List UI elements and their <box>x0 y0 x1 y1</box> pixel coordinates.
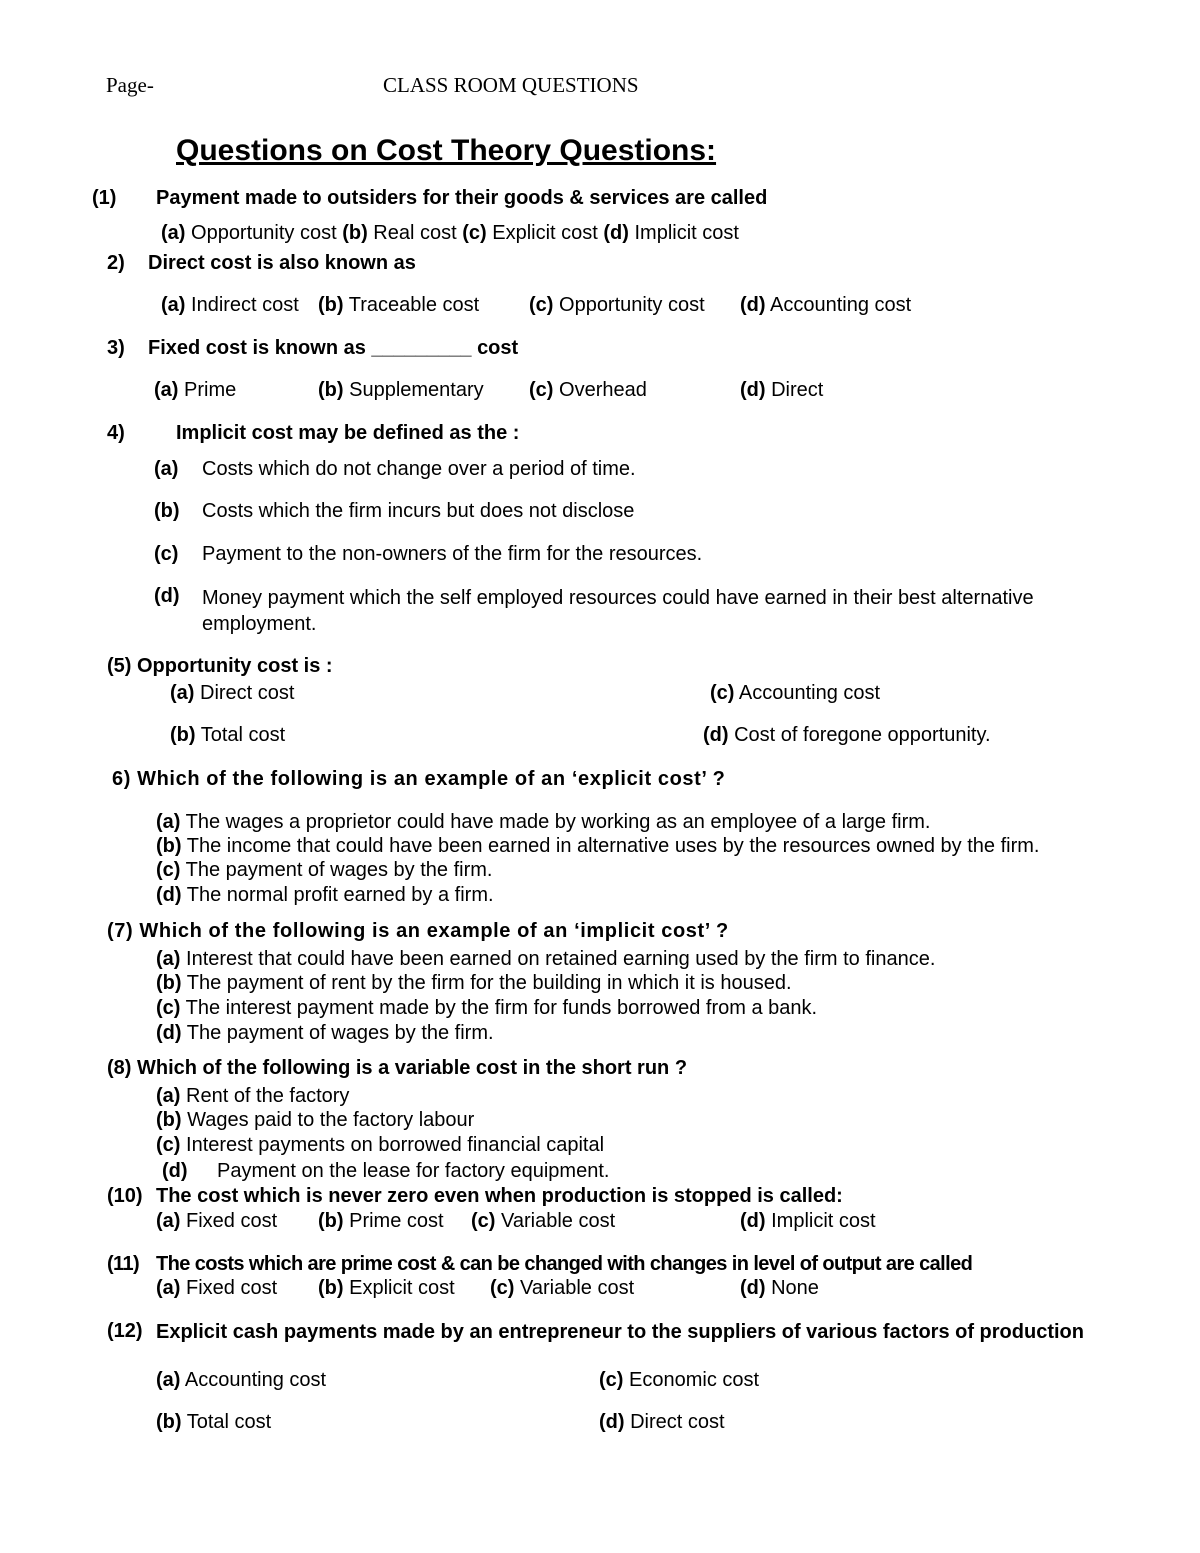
q8-a-label: (a) <box>156 1085 181 1107</box>
q5-c-text: Accounting cost <box>734 682 881 704</box>
q7-b-text: The payment of rent by the firm for the building in which it is housed. <box>181 972 792 994</box>
q4-b-label <box>154 500 180 523</box>
q3-d-text: Direct <box>765 379 824 401</box>
q6-d-text: The normal profit earned by a firm. <box>181 884 494 906</box>
q2-option-d <box>740 294 911 317</box>
q6-option-b <box>156 835 1039 858</box>
q11-option-a <box>156 1277 277 1300</box>
q3-a-label: (a) <box>154 379 179 401</box>
q5-b-text: Total cost <box>195 724 286 746</box>
q5-b-label: (b) <box>170 724 196 746</box>
q2-option-a <box>161 294 299 317</box>
q11-a-label: (a) <box>156 1277 181 1299</box>
q8-d-label-text: (d) <box>162 1160 188 1182</box>
q4-b-label-text: (b) <box>154 500 180 522</box>
q12-b-label: (b) <box>156 1411 182 1433</box>
q10-c-text: Variable cost <box>495 1210 616 1232</box>
q5-option-a <box>170 682 294 705</box>
q8-option-c <box>156 1134 604 1157</box>
q11-option-d <box>740 1277 819 1300</box>
q5-text: (5) Opportunity cost is : <box>107 655 333 677</box>
q2-text: Direct cost is also known as <box>148 252 416 274</box>
q10-b-text: Prime cost <box>343 1210 444 1232</box>
q11-c-label: (c) <box>490 1277 515 1299</box>
q1-d-label: (d) <box>603 222 629 244</box>
q10-option-a <box>156 1210 277 1233</box>
q2-c-label: (c) <box>529 294 554 316</box>
q10-text: The cost which is never zero even when production is stopped is called: <box>156 1185 843 1207</box>
document-title: Questions on Cost Theory Questions: <box>176 134 717 167</box>
q6-c-label: (c) <box>156 859 181 881</box>
page-label: Page- <box>106 73 154 97</box>
q6-option-a <box>156 811 930 834</box>
q7-a-text: Interest that could have been earned on retained earning used by the firm to finance. <box>180 948 936 970</box>
q1-d-text: Implicit cost <box>628 222 739 244</box>
q7-option-a <box>156 948 935 971</box>
q3-option-b <box>318 379 484 402</box>
q3-b-label: (b) <box>318 379 344 401</box>
q3-option-c <box>529 379 647 402</box>
q1-c-label: (c) <box>462 222 487 244</box>
q1-number: (1) <box>92 187 117 209</box>
q12-number: (12) <box>107 1320 143 1342</box>
q8-text: (8) Which of the following is a variable cost in the short run ? <box>107 1057 688 1079</box>
q12-a-text: Accounting cost <box>180 1369 327 1391</box>
q4-a-text: Costs which do not change over a period of time. <box>202 458 636 480</box>
q6-option-c <box>156 859 492 882</box>
q8-option-a <box>156 1085 349 1108</box>
q4-a-label <box>154 458 178 481</box>
q8-c-text: Interest payments on borrowed financial capital <box>180 1134 605 1156</box>
q8-b-text: Wages paid to the factory labour <box>181 1109 475 1131</box>
q6-b-label: (b) <box>156 835 182 857</box>
q5-a-label: (a) <box>170 682 195 704</box>
q5-option-b <box>170 724 285 747</box>
q1-b-text: Real cost <box>367 222 463 244</box>
q7-option-d <box>156 1022 494 1045</box>
q7-d-label: (d) <box>156 1022 182 1044</box>
q6-text: 6) Which of the following is an example of an ‘explicit cost’ ? <box>112 768 726 790</box>
q10-b-label: (b) <box>318 1210 344 1232</box>
header-title: CLASS ROOM QUESTIONS <box>383 73 639 97</box>
q4-c-text: Payment to the non-owners of the firm for the resources. <box>202 543 703 565</box>
q6-a-label: (a) <box>156 811 181 833</box>
q10-d-text: Implicit cost <box>765 1210 876 1232</box>
q11-a-text: Fixed cost <box>180 1277 278 1299</box>
q10-a-text: Fixed cost <box>180 1210 278 1232</box>
q11-text: The costs which are prime cost & can be changed with changes in level of output are called <box>156 1253 973 1275</box>
q10-a-label: (a) <box>156 1210 181 1232</box>
q3-c-text: Overhead <box>553 379 647 401</box>
q3-number: 3) <box>107 337 125 359</box>
q8-d-text: Payment on the lease for factory equipment. <box>217 1160 610 1182</box>
q11-d-label: (d) <box>740 1277 766 1299</box>
q1-b-label: (b) <box>342 222 368 244</box>
q12-c-text: Economic cost <box>623 1369 760 1391</box>
q4-d-label <box>154 585 180 608</box>
q1-a-text: Opportunity cost <box>185 222 343 244</box>
q12-b-text: Total cost <box>181 1411 272 1433</box>
q11-b-text: Explicit cost <box>343 1277 455 1299</box>
q7-option-b <box>156 972 792 995</box>
q7-b-label: (b) <box>156 972 182 994</box>
q7-c-text: The interest payment made by the firm for funds borrowed from a bank. <box>180 997 818 1019</box>
q5-d-label: (d) <box>703 724 729 746</box>
q4-number: 4) <box>107 422 125 444</box>
q2-d-text: Accounting cost <box>765 294 912 316</box>
q4-b-text: Costs which the firm incurs but does not disclose <box>202 500 635 522</box>
q2-c-text: Opportunity cost <box>553 294 705 316</box>
q2-b-label: (b) <box>318 294 344 316</box>
q12-option-a <box>156 1369 326 1392</box>
q4-c-label-text: (c) <box>154 543 179 565</box>
q10-number: (10) <box>107 1185 143 1207</box>
q4-a-label-text: (a) <box>154 458 179 480</box>
q6-d-label: (d) <box>156 884 182 906</box>
q12-option-b <box>156 1411 271 1434</box>
q3-option-a <box>154 379 236 402</box>
q5-c-label: (c) <box>710 682 735 704</box>
q11-b-label: (b) <box>318 1277 344 1299</box>
q1-options <box>161 222 739 245</box>
q12-d-text: Direct cost <box>624 1411 725 1433</box>
q5-d-text: Cost of foregone opportunity. <box>728 724 991 746</box>
q4-text: Implicit cost may be defined as the : <box>176 422 520 444</box>
q3-c-label: (c) <box>529 379 554 401</box>
q6-c-text: The payment of wages by the firm. <box>180 859 493 881</box>
q11-option-b <box>318 1277 455 1300</box>
q11-c-text: Variable cost <box>514 1277 635 1299</box>
q8-option-b <box>156 1109 474 1132</box>
q5-a-text: Direct cost <box>194 682 295 704</box>
q7-option-c <box>156 997 817 1020</box>
q3-a-text: Prime <box>178 379 237 401</box>
q12-c-label: (c) <box>599 1369 624 1391</box>
q5-option-d <box>703 724 991 747</box>
q2-d-label: (d) <box>740 294 766 316</box>
q8-a-text: Rent of the factory <box>180 1085 350 1107</box>
q10-option-d <box>740 1210 876 1233</box>
q3-d-label: (d) <box>740 379 766 401</box>
q4-d-text: Money payment which the self employed resources could have earned in their best alternative employment. <box>202 587 1034 635</box>
q12-option-d <box>599 1411 725 1434</box>
q7-c-label: (c) <box>156 997 181 1019</box>
q3-text: Fixed cost is known as _________ cost <box>148 337 519 359</box>
q12-a-label: (a) <box>156 1369 181 1391</box>
q6-a-text: The wages a proprietor could have made by working as an employee of a large firm. <box>180 811 931 833</box>
q10-d-label: (d) <box>740 1210 766 1232</box>
q7-text: (7) Which of the following is an example of an ‘implicit cost’ ? <box>107 920 729 942</box>
q2-a-text: Indirect cost <box>185 294 299 316</box>
q6-option-d <box>156 884 494 907</box>
q12-d-label: (d) <box>599 1411 625 1433</box>
q8-c-label: (c) <box>156 1134 181 1156</box>
q4-c-label <box>154 543 178 566</box>
q7-d-text: The payment of wages by the firm. <box>181 1022 494 1044</box>
q2-option-c <box>529 294 705 317</box>
q2-number: 2) <box>107 252 125 274</box>
q12-option-c <box>599 1369 759 1392</box>
q2-b-text: Traceable cost <box>343 294 480 316</box>
q7-a-label: (a) <box>156 948 181 970</box>
q11-d-text: None <box>765 1277 819 1299</box>
q10-c-label: (c) <box>471 1210 496 1232</box>
q11-option-c <box>490 1277 634 1300</box>
q5-option-c <box>710 682 880 705</box>
q12-text: Explicit cash payments made by an entrepreneur to the suppliers of various factors of production <box>156 1321 1084 1343</box>
q6-b-text: The income that could have been earned in alternative uses by the resources owned by the firm. <box>181 835 1040 857</box>
q2-a-label: (a) <box>161 294 186 316</box>
q2-option-b <box>318 294 479 317</box>
q8-d-label <box>162 1160 188 1183</box>
q1-text: Payment made to outsiders for their goods & services are called <box>156 187 768 209</box>
q10-option-c <box>471 1210 615 1233</box>
q8-b-label: (b) <box>156 1109 182 1131</box>
q11-number: (11) <box>107 1253 140 1275</box>
q3-option-d <box>740 379 823 402</box>
q1-c-text: Explicit cost <box>486 222 604 244</box>
q1-a-label: (a) <box>161 222 186 244</box>
q3-b-text: Supplementary <box>343 379 484 401</box>
q10-option-b <box>318 1210 444 1233</box>
q4-d-label-text: (d) <box>154 585 180 607</box>
